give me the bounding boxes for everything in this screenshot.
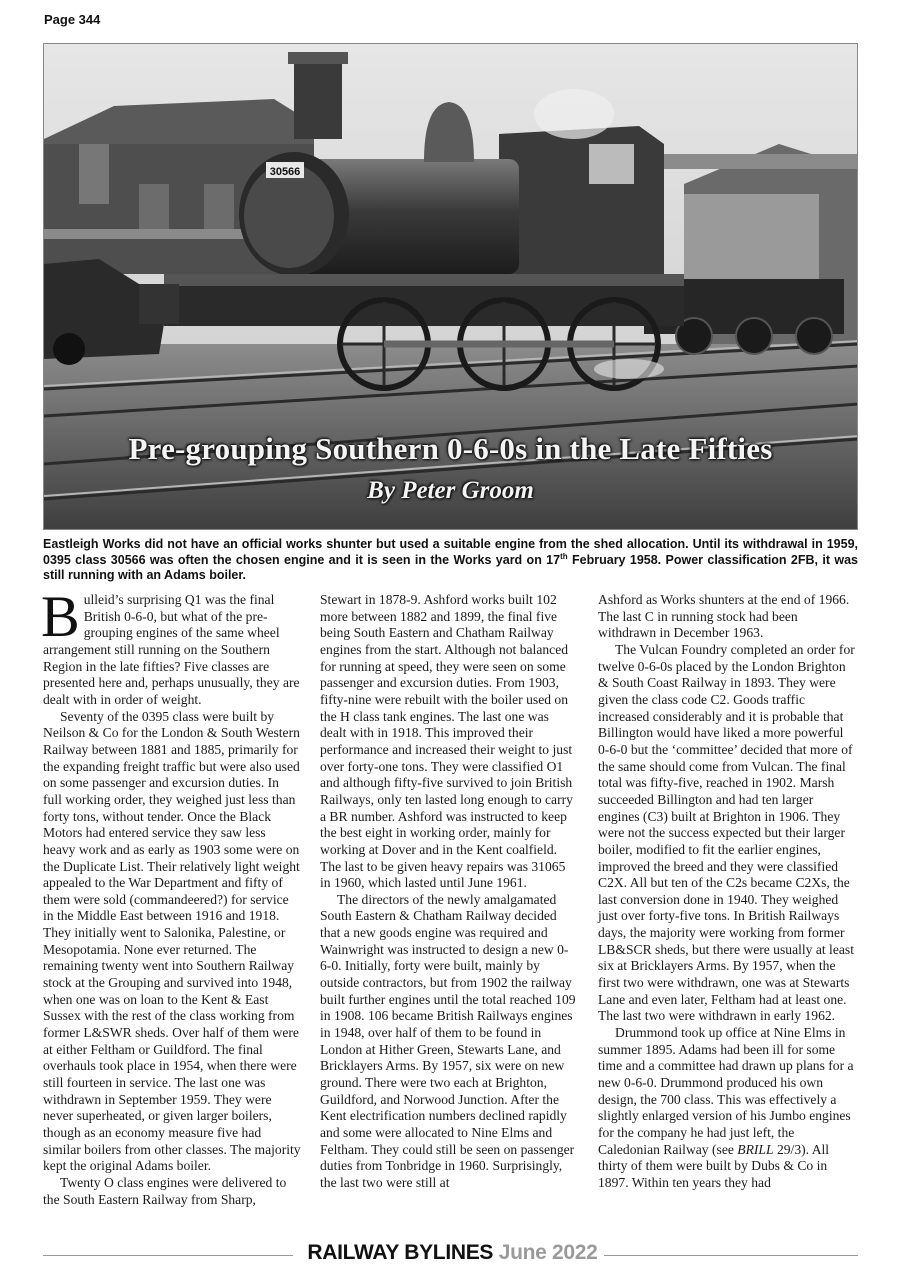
caption-text-part2: February 1958. Power classification 2FB, it was still running with an Adams boiler.: [43, 552, 858, 582]
paragraph-intro-text: ulleid’s surprising Q1 was the final British 0-6-0, but what of the pre-grouping engines of the same wheel arrangement still running on the Southern Region in the late fifties? Five classes are presented here and, perhaps unusually, they are dealt with in order of weight.: [43, 592, 300, 707]
paragraph-c-class-continued: Ashford as Works shunters at the end of 1966. The last C in running stock had been withdrawn in December 1963.: [598, 592, 850, 641]
article-column-3: [598, 592, 856, 1192]
paragraph-c-class: The directors of the newly amalgamated South Eastern & Chatham Railway decided that a new goods engine was required and Wainwright was instructed to design a new 0-6-0. Initially, forty were built, mainly by outside contractors, but from 1902 the railway built further engines until the total reached 109 in 1908. 106 became British Railways engines in 1948, over half of them to be found in London at Hither Green, Stewarts Lane, and Bricklayers Arms. By 1957, six were on new ground. There were two each at Brighton, Guildford, and Norwood Junction. After the Kent electrification numbers declined rapidly and some were allocated to Nine Elms and Feltham. They could still be seen on passenger duties from Tonbridge in 1960. Surprisingly, the last two were still at: [320, 891, 576, 1190]
smokebox-number-plate: 30566: [269, 166, 301, 178]
photo-caption: [43, 537, 858, 584]
issue-date: June 2022: [498, 1241, 598, 1264]
paragraph-o-class-start: Twenty O class engines were delivered to the South Eastern Railway from Sharp,: [43, 1174, 287, 1207]
drop-cap: B: [41, 584, 80, 649]
article-column-2: [320, 592, 578, 1192]
article-title: Pre-grouping Southern 0-6-0s in the Late Fifties: [128, 431, 773, 466]
article-column-1: [41, 584, 301, 1208]
caption-text-part1: Eastleigh Works did not have an official works shunter but used a suitable engine from the shed allocation. Until its withdrawal in 1959, 0395 class 30566 was often the chosen engine and it is seen in the Works yard on 17: [43, 537, 858, 567]
paragraph-0395-class: Seventy of the 0395 class were built by Neilson & Co for the London & South Western Railway between 1881 and 1885, primarily for the expanding freight traffic but were also used on some passenger and excursion duties. In full working order, they weighed just less than forty tons, without tender. Once the Black Motors had entered service they saw less heavy work and as early as 1903 some were on the Duplicate List. Their relatively light weight appealed to the War Department and fifty of them were sold (commandeered?) for service in the Middle East between 1916 and 1918. They initially went to Salonika, Palestine, or Mesopotamia. None ever returned. The remaining twenty went into Southern Railway stock at the Grouping and survived into 1948, when one was on loan to the Kent & East Sussex with the rest of the class working from former L&SWR sheds. Over half of them were at either Feltham or Guildford. The final overhauls took place in 1954, when there were still fourteen in service. The last one was withdrawn in September 1959. They were never superheated, or given larger boilers, though as an economy measure five had similar boilers from other classes. The majority kept the original Adams boiler.: [43, 708, 301, 1174]
page-number: Page 344: [44, 12, 101, 27]
footer: [0, 1241, 905, 1265]
paragraph-c2-class: The Vulcan Foundry completed an order for twelve 0-6-0s placed by the London Brighton & South Coast Railway in 1893. They were given the class code C2. Goods traffic increased considerably and it is probable that Billington would have liked a more powerful 0-6-0 but the ‘committee’ decided that more of the same should come from Vulcan. The final total was fifty-five, reached in 1902. Marsh succeeded Billington and had ten larger engines (C3) built at Brighton in 1906. They were not the success expected but their larger boiler, modified to fit the earlier engines, improved the breed and they were classified C2X. All but ten of the C2s became C2Xs, the last conversion done in 1940. They weighed just over forty-five tons. In British Railways days, the majority were working from former LB&SCR sheds, but there were usually at least six at Bricklayers Arms. By 1957, when the first two were withdrawn, one was at Stewarts Lane and even later, Feltham had at least one. The last two were withdrawn in early 1962.: [598, 641, 855, 1024]
paragraph-700-text-b: 29/3). All thirty of them were built by Dubs & Co in 1897. Within ten years they had: [598, 1141, 830, 1190]
publication-reference: BRILL: [737, 1141, 774, 1157]
paragraph-700-text-a: Drummond took up office at Nine Elms in summer 1895. Adams had been ill for some time and a committee had drawn up plans for a new 0-6-0. Drummond produced his own design, the 700 class. This was effectively a slightly enlarged version of his Jumbo engines for the company he had just left, the Caledonian Railway (see: [598, 1025, 854, 1157]
paragraph-o-class-continued: Stewart in 1878-9. Ashford works built 102 more between 1882 and 1899, the final five being South Eastern and Chatham Railway engines from the start. Although not balanced for running at speed, they were seen on some passenger and excursion duties. From 1903, fifty-nine were rebuilt with the boiler used on the H class tank engines. The last one was dealt with in 1918. This improved their performance and increased their weight to just over forty-one tons. They were classified O1 and although fifty-five survived to join British Railways, only ten lasted long enough to carry a BR number. Ashford was instructed to keep the best eight in working order, mainly for working at Dover and in the Kent coalfield. The last to be given heavy repairs was 31065 in 1960, which lasted until June 1961.: [320, 592, 573, 891]
caption-ordinal-suffix: th: [560, 551, 568, 561]
paragraph-intro: [41, 584, 301, 709]
paragraph-700-class: [598, 1025, 856, 1192]
article-byline: By Peter Groom: [367, 477, 534, 504]
magazine-name: RAILWAY BYLINES: [307, 1241, 494, 1264]
locomotive-photo: [43, 43, 858, 530]
